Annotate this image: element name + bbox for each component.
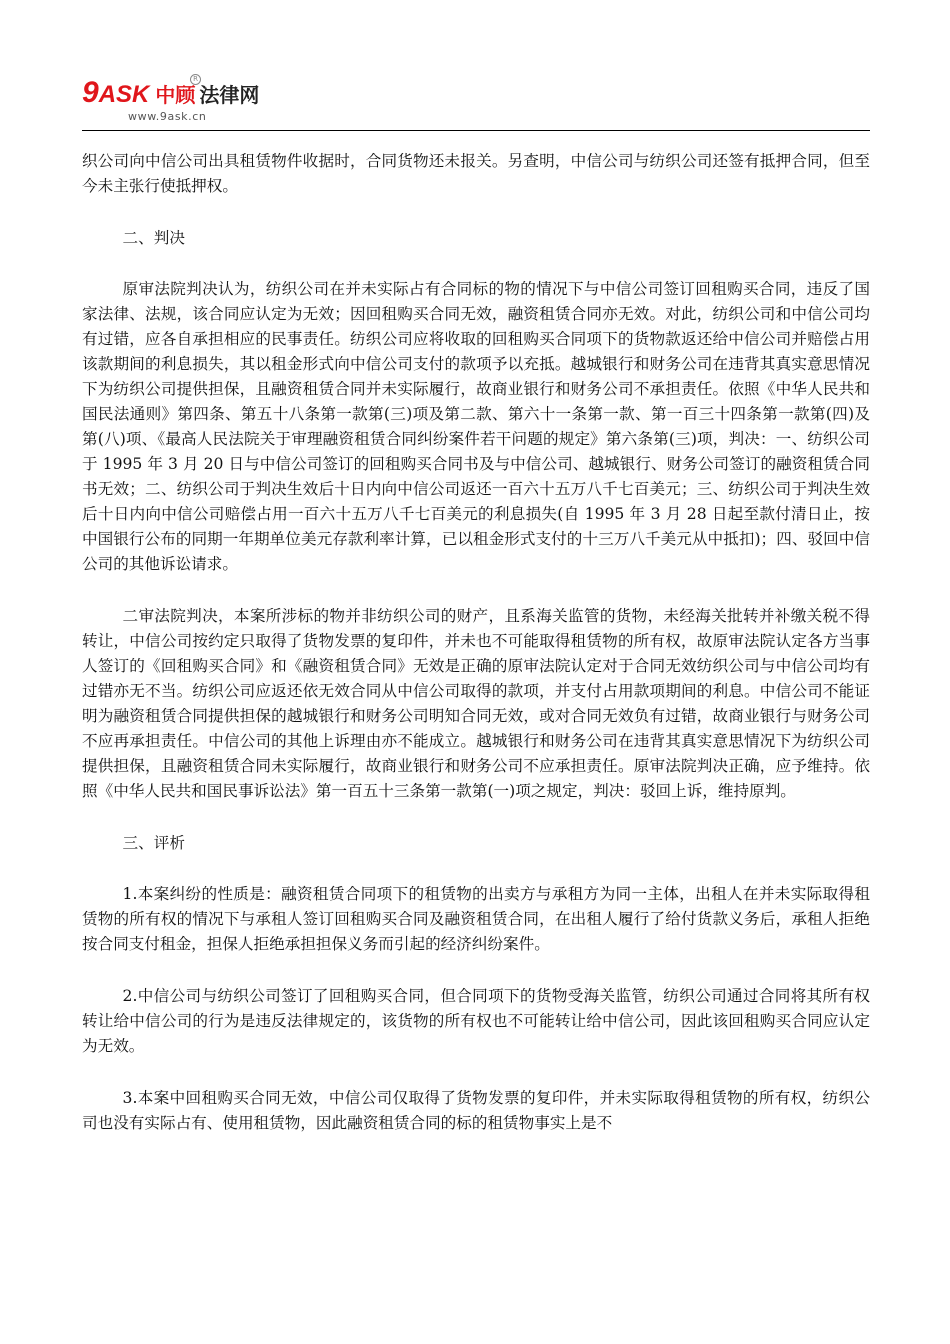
- page-header: [82, 72, 870, 132]
- section-heading-judgment: 二、判决: [122, 229, 185, 247]
- paragraph-analysis-2: 2.中信公司与纺织公司签订了回租购买合同，但合同项下的货物受海关监管，纺织公司通过合同将其所有权转让给中信公司的行为是违反法律规定的，该货物的所有权也不可能转让给中信公司，因此该回租购买合同应认定为无效。: [82, 987, 870, 1055]
- paragraph-analysis-3: 3.本案中回租购买合同无效，中信公司仅取得了货物发票的复印件，并未实际取得租赁物的所有权，纺织公司也没有实际占有、使用租赁物，因此融资租赁合同的标的租赁物事实上是不: [82, 1089, 870, 1132]
- logo-law-network: 法律网: [199, 83, 260, 107]
- document-body: [82, 149, 870, 1136]
- registered-mark-icon: R: [190, 74, 201, 85]
- logo-nine: 9: [82, 76, 98, 109]
- paragraph-second-instance: 二审法院判决，本案所涉标的物并非纺织公司的财产，且系海关监管的货物，未经海关批转并补缴关税不得转让，中信公司按约定只取得了货物发票的复印件，并未也不可能取得租赁物的所有权，故原审法院认定各方当事人签订的《回租购买合同》和《融资租赁合同》无效是正确的原审法院认定对于合同无效纺织公司与中信公司均有过错亦无不当。纺织公司应返还依无效合同从中信公司取得的款项，并支付占用款项期间的利息。中信公司不能证明为融资租赁合同提供担保的越城银行和财务公司明知合同无效，或对合同无效负有过错，故商业银行与财务公司不应再承担责任。中信公司的其他上诉理由亦不能成立。越城银行和财务公司在违背其真实意思情况下为纺织公司提供担保，且融资租赁合同未实际履行，故商业银行和财务公司不应承担责任。原审法院判决正确，应予维持。依照《中华人民共和国民事诉讼法》第一百五十三条第一款第(一)项之规定，判决：驳回上诉，维持原判。: [82, 607, 870, 800]
- logo-ask: ASK: [98, 81, 150, 108]
- paragraph-continuation: 织公司向中信公司出具租赁物件收据时，合同货物还未报关。另查明，中信公司与纺织公司还签有抵押合同，但至今未主张行使抵押权。: [82, 152, 870, 195]
- logo-chinese-brand: 中顾: [155, 83, 196, 107]
- section-heading-analysis: 三、评析: [122, 834, 185, 852]
- paragraph-first-instance: 原审法院判决认为，纺织公司在并未实际占有合同标的物的情况下与中信公司签订回租购买合同，违反了国家法律、法规，该合同应认定为无效；因回租购买合同无效，融资租赁合同亦无效。对此，纺织公司和中信公司均有过错，应各自承担相应的民事责任。纺织公司应将收取的回租购买合同项下的货物款返还给中信公司并赔偿占用该款期间的利息损失，其以租金形式向中信公司支付的款项予以充抵。越城银行和财务公司在违背其真实意思情况下为纺织公司提供担保，且融资租赁合同并未实际履行，故商业银行和财务公司不承担责任。依照《中华人民共和国民法通则》第四条、第五十八条第一款第(三)项及第二款、第六十一条第一款、第一百三十四条第一款第(四)及第(八)项、《最高人民法院关于审理融资租赁合同纠纷案件若干问题的规定》第六条第(三)项，判决：一、纺织公司于 1995 年 3 月 20 日与中信公司签订的回租购买合同书及与中信公司、越城银行、财务公司签订的融资租赁合同书无效；二、纺织公司于判决生效后十日内向中信公司返还一百六十五万八千七百美元；三、纺织公司于判决生效后十日内向中信公司赔偿占用一百六十五万八千七百美元的利息损失(自 1995 年 3 月 28 日起至款付清日止，按中国银行公布的同期一年期单位美元存款利率计算，已以租金形式支付的十三万八千美元从中抵扣)；四、驳回中信公司的其他诉讼请求。: [82, 280, 870, 573]
- paragraph-analysis-1: 1.本案纠纷的性质是：融资租赁合同项下的租赁物的出卖方与承租方为同一主体，出租人在并未实际取得租赁物的所有权的情况下与承租人签订回租购买合同及融资租赁合同，在出租人履行了给付货款义务后，承租人拒绝按合同支付租金，担保人拒绝承担担保义务而引起的经济纠纷案件。: [82, 885, 870, 953]
- header-divider: [82, 130, 870, 131]
- site-logo[interactable]: [82, 78, 259, 110]
- site-url: www.9ask.cn: [128, 110, 207, 123]
